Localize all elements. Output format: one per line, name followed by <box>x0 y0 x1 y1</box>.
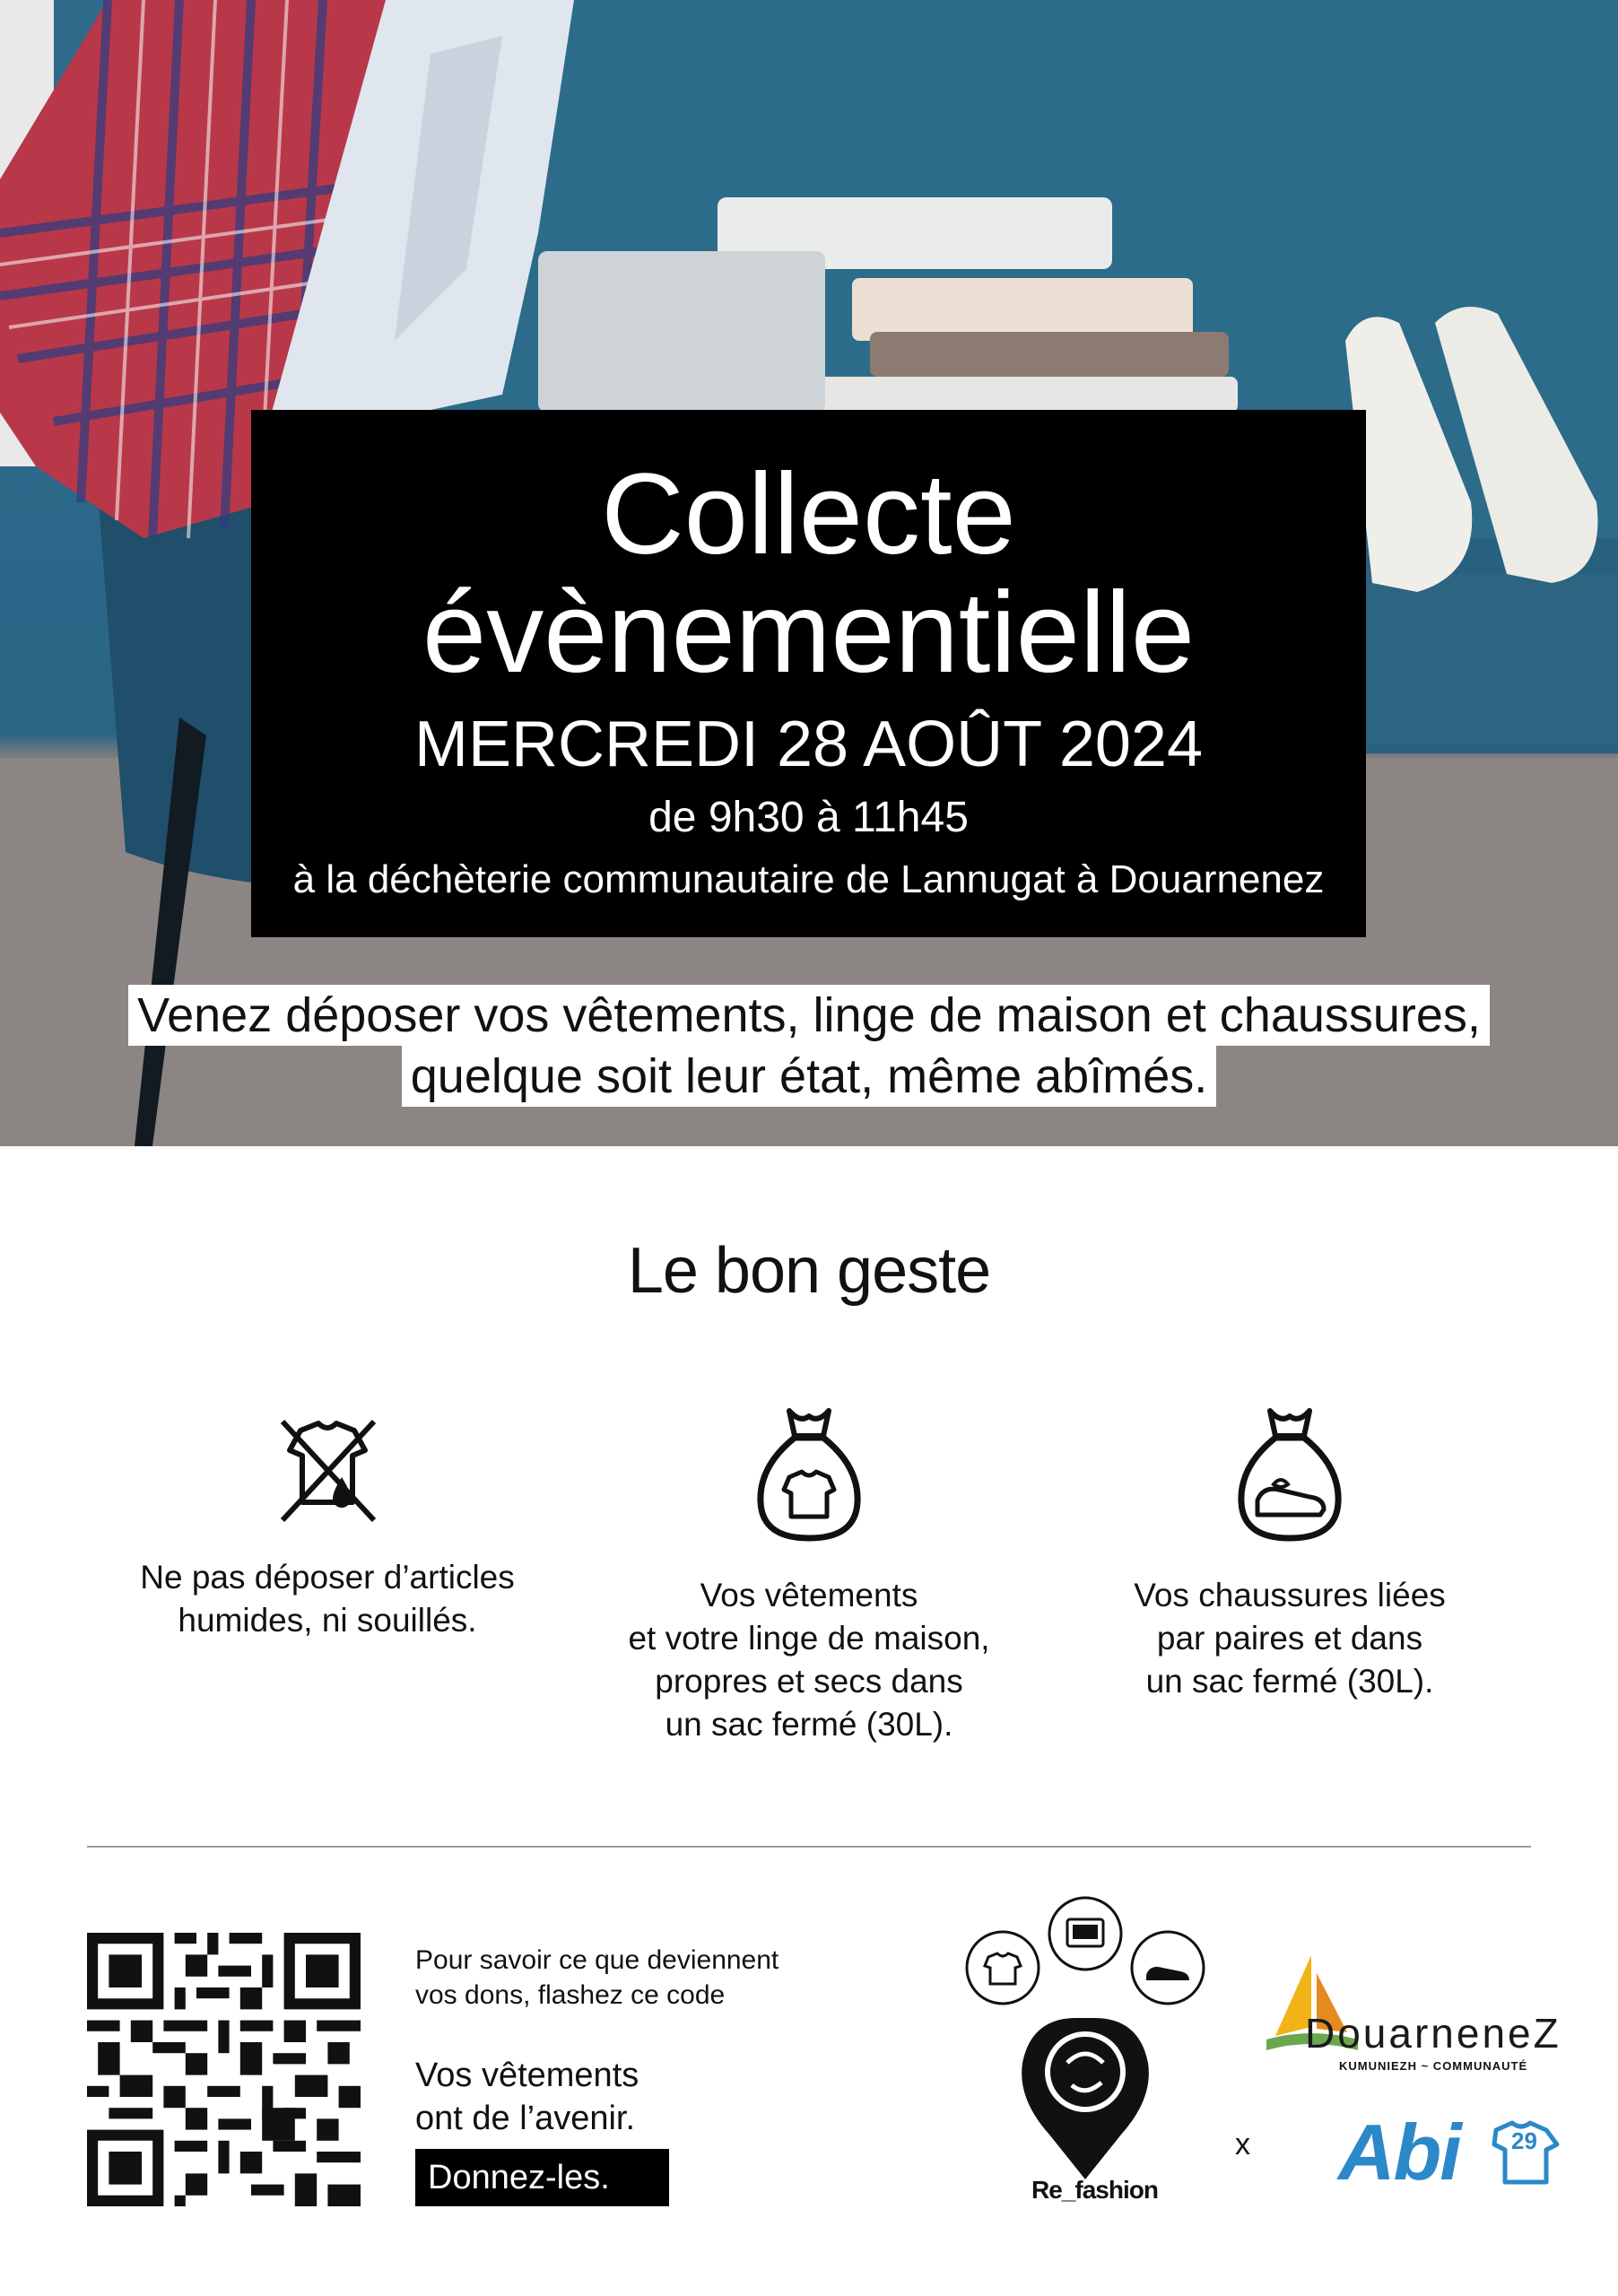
qr-caption <box>415 1943 846 2013</box>
shoes-bag-icon <box>1227 1404 1353 1547</box>
tip-no-wet <box>94 1404 561 1642</box>
hero-photo <box>0 0 1618 1146</box>
tip-text <box>94 1556 561 1642</box>
tip-line: Ne pas déposer d’articles <box>140 1559 515 1596</box>
tip-text <box>576 1574 1042 1746</box>
abi-number: 29 <box>1511 2127 1537 2154</box>
future-line: ont de l’avenir. <box>415 2100 636 2137</box>
title-line1: Collecte <box>601 450 1016 578</box>
clothes-bag-icon <box>746 1404 872 1547</box>
tip-line: humides, ni souillés. <box>178 1602 477 1639</box>
tip-clothes-bag <box>576 1404 1042 1746</box>
donate-button[interactable]: Donnez-les. <box>415 2149 669 2206</box>
douarnenez-subtitle: KUMUNIEZH ~ COMMUNAUTÉ <box>1339 2059 1528 2073</box>
invite-line1: Venez déposer vos vêtements, linge de maison et chaussures, <box>128 985 1490 1046</box>
future-text <box>415 2054 792 2140</box>
tip-line: Vos vêtements <box>700 1577 918 1613</box>
event-time: de 9h30 à 11h45 <box>648 794 969 841</box>
tip-line: propres et secs dans <box>655 1663 963 1700</box>
title-line2: évènementielle <box>422 569 1195 697</box>
refashion-label: Re_fashion <box>1031 2176 1158 2204</box>
invite-text <box>0 985 1618 1107</box>
future-line: Vos vêtements <box>415 2057 639 2094</box>
no-wet-clothes-icon <box>265 1404 390 1529</box>
abi-logo-text: Abi <box>1338 2108 1460 2196</box>
qr-caption-line: vos dons, flashez ce code <box>415 1980 726 2010</box>
tip-shoes-bag <box>1057 1404 1523 1703</box>
event-title-box <box>251 410 1366 937</box>
abi-shirt-icon <box>1335 2103 1577 2202</box>
douarnenez-name: DouarneneZ <box>1305 2010 1561 2057</box>
divider <box>87 1846 1531 1848</box>
tip-line: un sac fermé (30L). <box>665 1706 953 1743</box>
tip-text <box>1057 1574 1523 1703</box>
qr-code[interactable] <box>87 1933 361 2206</box>
qr-caption-line: Pour savoir ce que deviennent <box>415 1945 779 1975</box>
tip-line: et votre linge de maison, <box>628 1620 990 1657</box>
invite-line2: quelque soit leur état, même abîmés. <box>402 1046 1216 1107</box>
partner-separator: x <box>1235 2127 1250 2161</box>
tip-line: par paires et dans <box>1156 1620 1423 1657</box>
event-date: MERCREDI 28 AOÛT 2024 <box>413 709 1203 780</box>
event-place: à la déchèterie communautaire de Lannugat à Douarnenez <box>292 857 1325 901</box>
section-title: Le bon geste <box>627 1235 991 1307</box>
tip-line: Vos chaussures liées <box>1134 1577 1446 1613</box>
refashion-logo <box>960 1892 1220 2188</box>
tip-line: un sac fermé (30L). <box>1145 1663 1434 1700</box>
